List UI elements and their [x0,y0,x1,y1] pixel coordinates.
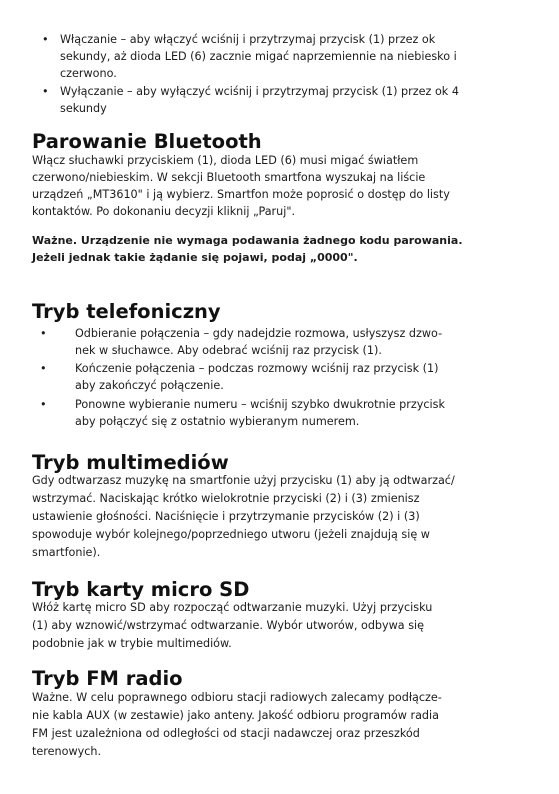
list-item-line: Kończenie połączenia – podczas rozmowy wciśnij raz przycisk (1) [75,362,439,375]
body-line: FM jest uzależniona od odległości od stacji nadawczej oraz przeszkód [32,727,420,740]
list-item-line: sekundy, aż dioda LED (6) zacznie migać naprzemiennie na niebiesko i [60,50,457,63]
body-line: kontaktów. Po dokonaniu decyzji kliknij „Paruj". [32,205,296,218]
body-line: ustawienie głośności. Naciśnięcie i przytrzymanie przycisków (2) i (3) [32,510,420,523]
body-line: terenowych. [32,745,102,758]
list-item-line: sekundy [60,102,107,115]
list-item-line: nek w słuchawce. Aby odebrać wciśnij raz przycisk (1). [75,344,382,357]
body-line: nie kabla AUX (w zestawie) jako anteny. Jakość odbioru programów radia [32,709,439,722]
body-line: smartfonie). [32,546,101,559]
section-heading-microsd: Tryb karty micro SD [32,578,250,601]
section-heading-phone: Tryb telefoniczny [32,300,221,323]
body-line: Włóż kartę micro SD aby rozpocząć odtwarzanie muzyki. Użyj przycisku [32,601,433,614]
bullet-mark: • [40,327,47,340]
section-heading-bluetooth: Parowanie Bluetooth [32,130,262,153]
important-note-line: Jeżeli jednak takie żądanie się pojawi, podaj „0000". [32,251,358,264]
body-line: urządzeń „MT3610" i ją wybierz. Smartfon może poprosić o dostęp do listy [32,188,450,201]
bullet-mark: • [42,33,49,46]
body-line: podobnie jak w trybie multimediów. [32,637,232,650]
bullet-mark: • [40,398,47,411]
list-item-line: Włączanie – aby włączyć wciśnij i przytrzymaj przycisk (1) przez ok [60,33,436,46]
body-line: czerwono/niebieskim. W sekcji Bluetooth smartfona wyszukaj na liście [32,171,426,184]
list-item-line: czerwono. [60,67,117,80]
body-line: Ważne. W celu poprawnego odbioru stacji radiowych zalecamy podłącze- [32,691,442,704]
list-item-line: Wyłączanie – aby wyłączyć wciśnij i przytrzymaj przycisk (1) przez ok 4 [60,85,459,98]
list-item-line: aby zakończyć połączenie. [75,379,224,392]
section-heading-fm: Tryb FM radio [32,667,183,690]
body-line: Włącz słuchawki przyciskiem (1), dioda LED (6) musi migać światłem [32,154,419,167]
bullet-mark: • [40,362,47,375]
important-note-line: Ważne. Urządzenie nie wymaga podawania żadnego kodu parowania. [32,234,463,247]
list-item-line: aby połączyć się z ostatnio wybieranym numerem. [75,415,360,428]
section-heading-multimedia: Tryb multimediów [32,451,229,474]
bullet-mark: • [42,85,49,98]
list-item-line: Ponowne wybieranie numeru – wciśnij szybko dwukrotnie przycisk [75,398,445,411]
body-line: Gdy odtwarzasz muzykę na smartfonie użyj przycisku (1) aby ją odtwarzać/ [32,474,455,487]
body-line: wstrzymać. Naciskając krótko wielokrotnie przyciski (2) i (3) zmienisz [32,492,420,505]
body-line: (1) aby wznowić/wstrzymać odtwarzanie. Wybór utworów, odbywa się [32,619,425,632]
body-line: spowoduje wybór kolejnego/poprzedniego utworu (jeżeli znajdują się w [32,528,430,541]
list-item-line: Odbieranie połączenia – gdy nadejdzie rozmowa, usłyszysz dzwo- [75,327,443,340]
